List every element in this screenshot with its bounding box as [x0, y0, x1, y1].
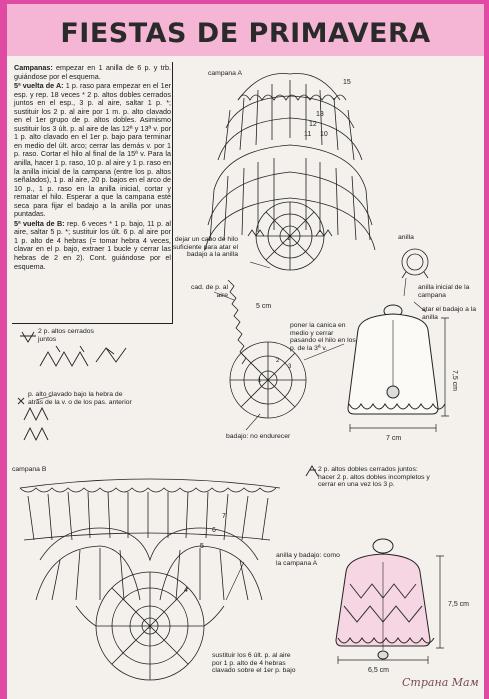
b-row-number-5: 5 — [200, 543, 204, 550]
legend-dobles: 2 p. altos dobles cerrados juntos: hacer 2 p. altos dobles incompletos y cerrar en una vez los 3 p. — [318, 466, 430, 489]
legend-cerrados: 2 p. altos cerrados juntos — [38, 328, 94, 343]
row-number-11: 11 — [304, 131, 312, 138]
dimension-75cm-a: 7,5 cm — [451, 370, 458, 392]
label-atar-badajo: atar el badajo a la anilla — [422, 306, 477, 321]
vuelta-b-label: 5ª vuelta de B: — [14, 218, 65, 228]
vuelta-a-text: 1 p. raso para empezar en el 1er esp. y rep. 18 veces * 2 p. altos dobles cerrados juntos en el esp., 3 p. al aire, saltar 1 p. *; sustituir los 2 p. al aire por 1 m. p. alto clavado en el 1er grupo de p. altos dobles. Asimismo sustituir los 3 últ. p. al aire de las 12ª y 13ª v. por 1 p. alto clavado en el 1er p. bajo para terminar en medio del últ. arco; cerrar las demás v. por 1 p. raso. Cortar el hilo al final de la 15ª v. Para la anilla, hacer 1 p. raso, 10 p. al aire y 1 p. raso en la anilla inicial de la campana (entre los p. altos señalados), 1 p. al aire, 20 p. bajos en el arco de 10 p., 1 p. raso en la anilla inicial, cortar y rematar el hilo. Esperar a que la campana esté seca para fijar el badajo a la anilla por unas puntadas. — [14, 81, 171, 219]
label-campana-a: campana A — [208, 70, 243, 77]
vuelta-b-text: rep. 6 veces * 1 p. bajo, 11 p. al aire, saltar 5 p. *; sustituir los últ. 6 p. al aire por 1 p. alto de 4 hebras (= tomar hebra 4 veces, clavar en el p. bajo, extraer 1 bucle y cerrar las hebras de 2 en 2). Cont. guiándose por el esquema. — [14, 218, 171, 271]
b-row-number-1: 1 — [148, 625, 152, 631]
page-title: FIESTAS DE PRIMAVERA — [60, 18, 431, 49]
badajo-row-1: 1 — [258, 378, 262, 384]
row-number-12: 12 — [309, 121, 317, 128]
label-cad-aire: cad. de p. al aire — [190, 284, 228, 299]
label-anilla: anilla — [398, 234, 414, 241]
watermark-logo: Страна Мам — [402, 676, 479, 689]
campana-b-chart — [20, 479, 280, 680]
row-number-10: 10 — [320, 131, 328, 138]
legend-clavado: p. alto clavado bajo la hebra de atrás de la v. o de los pas. anterior — [28, 391, 132, 406]
row-number-15: 15 — [343, 79, 351, 86]
campana-a-chart — [205, 74, 428, 278]
dimension-65cm: 6,5 cm — [368, 667, 390, 674]
badajo-row-3: 3 — [288, 364, 292, 370]
vuelta-a-label: 5ª vuelta de A: — [14, 81, 64, 91]
label-anilla-badajo: anilla y badajo: como la campana A — [276, 552, 340, 567]
bell-b-drawing — [336, 539, 444, 664]
badajo-row-2: 2 — [276, 358, 280, 364]
leader-lines — [36, 262, 426, 600]
b-row-number-7: 7 — [222, 513, 226, 520]
campanas-label: Campanas: — [14, 63, 53, 72]
row-number-13: 13 — [316, 111, 324, 118]
bell-a-drawing — [348, 305, 449, 432]
label-badajo: badajo: no endurecer — [226, 433, 291, 440]
label-anilla-inicial: anilla inicial de la campana — [418, 284, 470, 299]
label-sustituir: sustituir los 6 últ. p. al aire por 1 p. alto de 4 hebras clavado sobre el 1er p. bajo — [212, 652, 296, 675]
dimension-7cm: 7 cm — [386, 435, 402, 442]
label-dejar-cabo: dejar un cabo de hilo suficiente para atar el badajo a la anilla — [173, 236, 238, 259]
campanas-text: empezar en 1 anilla de 6 p. y trb. guiándose por el esquema. — [14, 63, 172, 81]
b-row-number-6: 6 — [212, 527, 216, 534]
b-row-number-4: 4 — [184, 587, 188, 594]
dimension-75cm-b: 7,5 cm — [448, 601, 470, 608]
label-poner-canica: poner la canica en medio y cerrar pasando el hilo en los p. de la 3ª v. — [290, 322, 356, 352]
dimension-5cm: 5 cm — [256, 303, 272, 310]
row-number-1: 1 — [287, 236, 291, 242]
label-campana-b: campana B — [12, 466, 47, 473]
